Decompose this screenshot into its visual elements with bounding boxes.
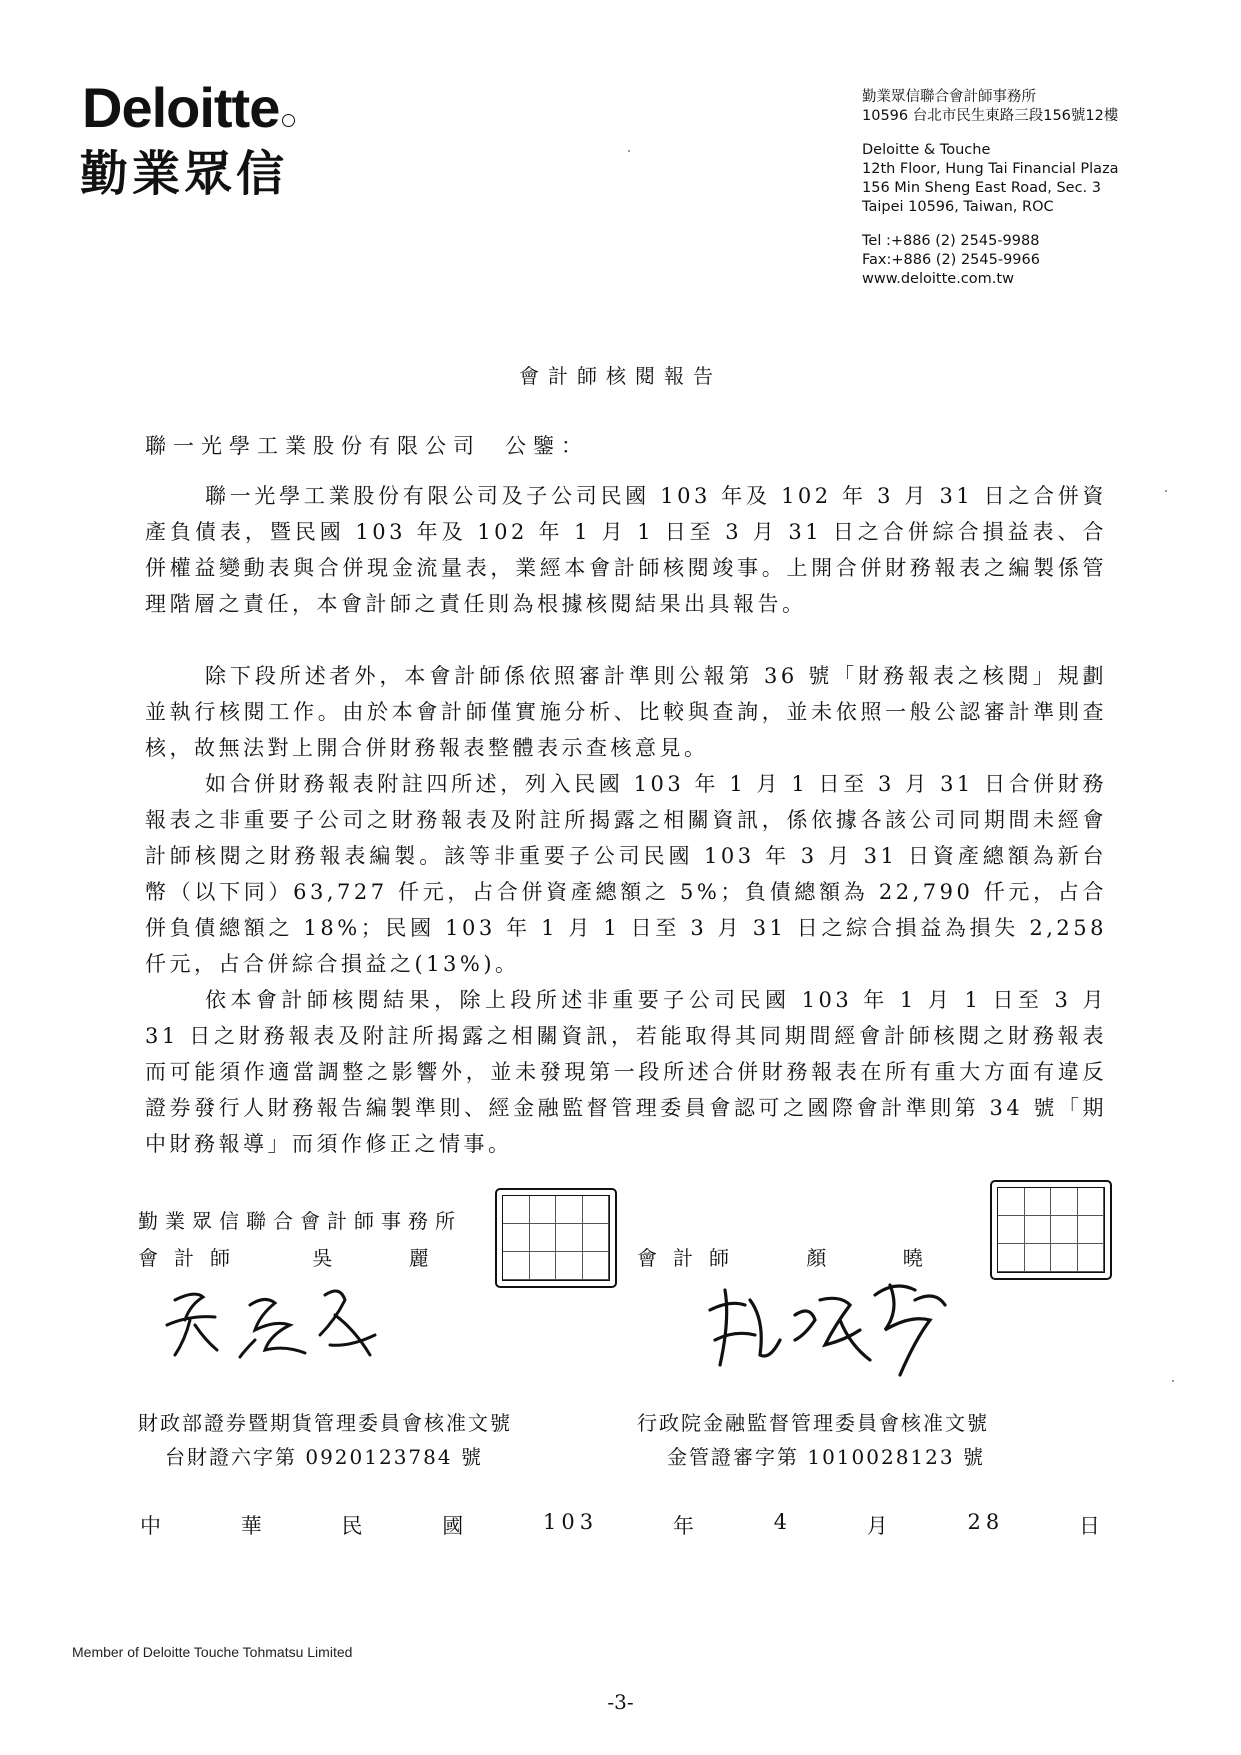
cpa1-name-char: 吳	[312, 1246, 333, 1270]
approval2-number: 金管證審字第 1010028123 號	[667, 1445, 985, 1469]
page-number: -3-	[607, 1690, 634, 1714]
address-zh-name: 勤業眾信聯合會計師事務所	[862, 89, 1036, 105]
paragraph-2: 除下段所述者外，本會計師係依照審計準則公報第 36 號「財務報表之核閱」規劃並執行核閱工作。由於本會計師僅實施分析、比較與查詢，並未依照一般公認審計準則查核，故無法對上開合併財務報表整體表示查核意見。	[145, 664, 1107, 760]
cpa2-signature	[700, 1270, 960, 1384]
scan-speck	[1172, 1380, 1174, 1382]
website-link[interactable]: www.deloitte.com.tw	[862, 271, 1014, 287]
approval1-authority: 財政部證券暨期貨管理委員會核准文號	[138, 1411, 512, 1435]
fax: Fax:+886 (2) 2545-9966	[862, 252, 1040, 268]
address-en-line3: Taipei 10596, Taiwan, ROC	[862, 199, 1054, 215]
date-year: 103	[543, 1510, 599, 1534]
date-day: 28	[967, 1510, 1005, 1534]
logo-chinese: 勤業眾信	[80, 146, 289, 202]
address-en-line1: 12th Floor, Hung Tai Financial Plaza	[862, 161, 1119, 177]
report-title: 會計師核閱報告	[519, 364, 722, 388]
cpa-label: 會計師	[138, 1246, 246, 1270]
cpa1-line	[138, 1242, 525, 1271]
scan-speck	[628, 150, 630, 152]
cpa-label: 會計師	[637, 1246, 745, 1270]
member-statement: Member of Deloitte Touche Tohmatsu Limited	[72, 1644, 353, 1660]
salutation: 公鑒：	[505, 434, 589, 458]
cpa2-name-char: 曉	[902, 1246, 923, 1270]
address-en-name: Deloitte & Touche	[862, 142, 991, 158]
salutation-line	[145, 430, 589, 460]
date-part: 日	[1078, 1514, 1105, 1538]
approval1-number: 台財證六字第 0920123784 號	[165, 1445, 483, 1469]
date-part: 國	[442, 1514, 469, 1538]
telephone: Tel :+886 (2) 2545-9988	[862, 233, 1040, 249]
scan-speck	[1165, 490, 1167, 492]
paragraph-3: 如合併財務報表附註四所述，列入民國 103 年 1 月 1 日至 3 月 31 日合併財務報表之非重要子公司之財務報表及附註所揭露之相關資訊，係依據各該公司同期間未經會計師核閱之財務報表編製。該等非重要子公司民國 103 年 3 月 31 日資產總額為新台幣（以下同）63,727 仟元，占合併資產總額之 5%；負債總額為 22,790 仟元，占合併負債總額之 18%；民國 103 年 1 月 1 日至 3 月 31 日之綜合損益為損失 2,258 仟元，占合併綜合損益之(13%)。	[145, 772, 1107, 976]
firm-address-block	[862, 88, 1212, 289]
deloitte-logo	[82, 76, 295, 139]
date-part: 月	[866, 1514, 893, 1538]
report-date	[140, 1510, 1105, 1540]
paragraph-4: 依本會計師核閱結果，除上段所述非重要子公司民國 103 年 1 月 1 日至 3 月 31 日之財務報表及附註所揭露之相關資訊，若能取得其同期間經會計師核閱之財務報表而可能須作適當調整之影響外，並未發現第一段所述合併財務報表在所有重大方面有違反證券發行人財務報告編製準則、經金融監督管理委員會認可之國際會計準則第 34 號「期中財務報導」而須作修正之情事。	[145, 988, 1107, 1156]
addressee: 聯一光學工業股份有限公司	[145, 434, 481, 458]
cpa2-name-char: 顏	[806, 1246, 827, 1270]
paragraph-1: 聯一光學工業股份有限公司及子公司民國 103 年及 102 年 3 月 31 日之合併資產負債表，暨民國 103 年及 102 年 1 月 1 日至 3 月 31 日之合併綜合損益表、合併權益變動表與合併現金流量表，業經本會計師核閱竣事。上開合併財務報表之編製係管理階層之責任，本會計師之責任則為根據核閱結果出具報告。	[145, 484, 1107, 616]
address-en-line2: 156 Min Sheng East Road, Sec. 3	[862, 180, 1101, 196]
cpa1-seal-stamp	[495, 1188, 617, 1288]
address-zh-street: 10596 台北市民生東路三段156號12樓	[862, 108, 1119, 124]
date-part: 年	[672, 1514, 699, 1538]
logo-dot-icon	[282, 114, 295, 127]
date-part: 華	[240, 1514, 267, 1538]
date-part: 中	[140, 1514, 166, 1538]
date-part: 民	[341, 1514, 368, 1538]
firm-name: 勤業眾信聯合會計師事務所	[138, 1209, 462, 1233]
logo-text: Deloitte	[82, 76, 280, 139]
cpa2-line	[637, 1242, 1019, 1271]
approval2-authority: 行政院金融監督管理委員會核准文號	[637, 1411, 989, 1435]
cpa1-signature	[155, 1275, 405, 1369]
cpa1-name-char: 麗	[408, 1246, 429, 1270]
date-month: 4	[773, 1510, 792, 1534]
cpa2-seal-stamp	[990, 1180, 1112, 1280]
